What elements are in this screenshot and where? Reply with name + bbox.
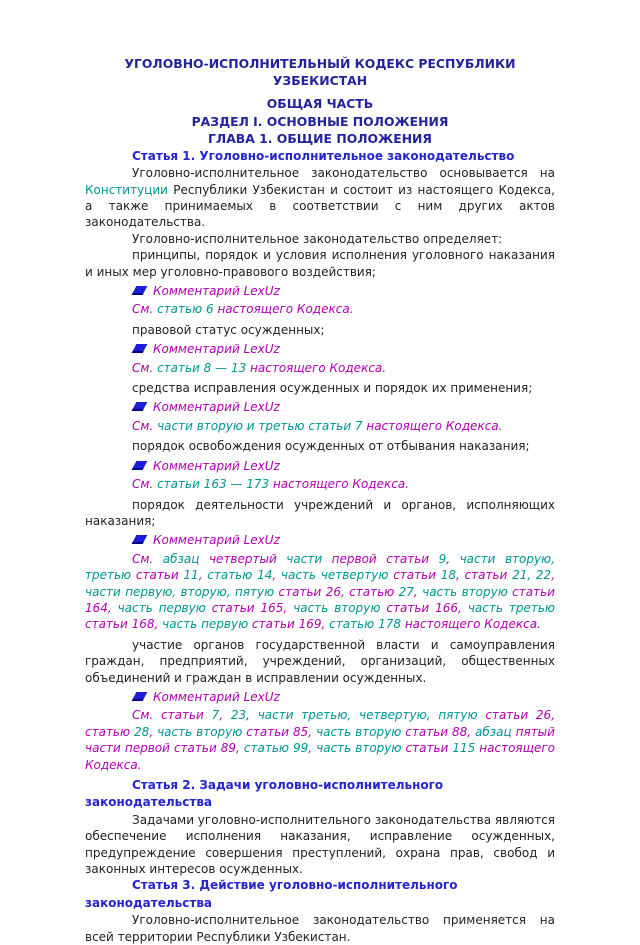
article-link[interactable]: статью 178 <box>329 617 401 632</box>
comment-text: См. <box>132 302 158 317</box>
document-body <box>85 55 555 945</box>
comment-label <box>85 341 555 357</box>
comment-label-text: Комментарий LexUz <box>153 689 280 704</box>
article-link[interactable]: 27 <box>398 584 414 599</box>
body-paragraph <box>85 497 555 530</box>
comment-text: , <box>246 708 258 723</box>
comment-label-text: Комментарий LexUz <box>153 342 280 357</box>
comment-text: статьи 85, <box>242 724 317 739</box>
body-paragraph <box>85 231 555 247</box>
article-link[interactable]: абзац <box>475 724 512 739</box>
comment-label <box>85 458 555 474</box>
article-heading: Статья 2. Задачи уголовно-исполнительного законодательства <box>85 778 444 810</box>
text-segment: Республики Узбекистан и состоит из настоящего Кодекса, а также принимаемых в соответствии с ним других актов законодательства. <box>85 182 555 230</box>
comment-label <box>85 283 555 299</box>
article-link[interactable]: 28 <box>134 724 150 739</box>
body-paragraph <box>85 247 555 280</box>
article-link[interactable]: часть четвертую <box>280 568 389 583</box>
comment-text: , <box>198 568 208 583</box>
article-heading: Статья 1. Уголовно-исполнительное законодательство <box>132 148 515 163</box>
body-paragraph <box>85 637 555 686</box>
article-link[interactable]: 9 <box>438 551 447 566</box>
article-link[interactable]: части вторую и третью статьи 7 <box>157 418 363 433</box>
article-link[interactable]: часть третью <box>467 600 556 615</box>
comment-book-icon <box>132 286 148 295</box>
comment-text: , <box>272 568 281 583</box>
comment-text: , <box>551 568 556 583</box>
text-segment: порядок освобождения осужденных от отбывания наказания; <box>132 439 530 454</box>
comment-text: статьи 165, <box>205 600 294 615</box>
article-link[interactable]: часть вторую <box>157 724 243 739</box>
comment-text: настоящего Кодекса. <box>362 418 503 433</box>
comment-text: статьи <box>131 568 184 583</box>
comment-book-icon <box>132 344 148 353</box>
comment-text: См. <box>132 551 163 566</box>
comment-text: настоящего Кодекса. <box>213 302 354 317</box>
article-link[interactable]: 21, 22 <box>512 568 552 583</box>
comment-text: См. <box>132 418 158 433</box>
article-link[interactable]: части вторую, третью <box>85 551 555 583</box>
article-link[interactable]: абзац <box>162 551 200 566</box>
comment-text: статьи 26, статью <box>85 708 556 739</box>
article-link[interactable]: часть первую <box>162 617 249 632</box>
comment-text: См. <box>132 360 158 375</box>
comment-text: , <box>308 741 317 756</box>
article-link[interactable]: Конституции <box>85 182 168 197</box>
article-link[interactable]: части третью, четвертую, пятую <box>257 708 478 723</box>
comment-book-icon <box>132 461 148 470</box>
body-paragraph <box>85 912 555 945</box>
section-heading: ГЛАВА 1. ОБЩИЕ ПОЛОЖЕНИЯ <box>208 131 432 147</box>
article-link[interactable]: 11 <box>183 568 199 583</box>
section-heading: ОБЩАЯ ЧАСТЬ <box>266 96 374 111</box>
comment-label <box>85 689 555 705</box>
comment-text: , <box>149 724 158 739</box>
article-link[interactable]: статьи 8 — 13 <box>157 360 247 375</box>
article-link[interactable]: часть вторую <box>293 600 381 615</box>
comment-text: статьи 166, <box>380 600 468 615</box>
comment-text: пятый части первой статьи 89, <box>85 724 555 756</box>
article-link[interactable]: часть вторую <box>316 724 402 739</box>
article-heading: Статья 3. Действие уголовно-исполнительного законодательства <box>85 878 458 910</box>
text-segment: правовой статус осужденных; <box>132 322 325 337</box>
comment-text: настоящего Кодекса. <box>246 360 387 375</box>
body-paragraph <box>85 322 555 338</box>
text-segment: порядок деятельности учреждений и органов, исполняющих наказания; <box>85 497 555 528</box>
comment-label-text: Комментарий LexUz <box>153 284 280 299</box>
article-link[interactable]: часть вторую <box>422 584 508 599</box>
comment-text: статьи 26, статью <box>274 584 399 599</box>
comment-label-text: Комментарий LexUz <box>153 458 280 473</box>
text-segment: Задачами уголовно-исполнительного законодательства являются обеспечение исполнения наказания, исправление осужденных, предупреждение совершения преступлений, охрана прав, свобод и законных интересов осужденных. <box>85 812 556 877</box>
article-link[interactable]: статью 6 <box>157 302 214 317</box>
comment-book-icon <box>132 402 148 411</box>
article-link[interactable]: части <box>286 551 323 566</box>
comment-reference <box>85 301 555 317</box>
article-link[interactable]: 115 <box>452 741 476 756</box>
comment-text: См. <box>132 477 158 492</box>
comment-label-text: Комментарий LexUz <box>153 400 280 415</box>
article-link[interactable]: часть первую <box>117 600 206 615</box>
body-paragraph <box>85 438 555 454</box>
comment-text: статьи 88, <box>401 724 476 739</box>
document-page <box>85 55 555 945</box>
comment-text: статьи <box>401 741 453 756</box>
text-segment: Уголовно-исполнительное законодательство основывается на <box>132 166 555 181</box>
text-segment: Уголовно-исполнительное законодательство применяется на всей территории Республики Узбекистан. <box>85 913 555 944</box>
article-link[interactable]: 18 <box>440 568 457 583</box>
comment-book-icon <box>132 692 148 701</box>
comment-text: статьи 169, <box>248 617 330 632</box>
article-link[interactable]: статью 99 <box>243 741 309 756</box>
comment-label <box>85 532 555 548</box>
article-link[interactable]: часть вторую <box>316 741 402 756</box>
comment-reference <box>85 360 555 376</box>
document-title: УГОЛОВНО-ИСПОЛНИТЕЛЬНЫЙ КОДЕКС РЕСПУБЛИКИ УЗБЕКИСТАН <box>124 56 516 88</box>
text-segment: Уголовно-исполнительное законодательство определяет: <box>132 231 503 246</box>
comment-text: , <box>413 584 423 599</box>
comment-reference <box>85 418 555 434</box>
body-paragraph <box>85 380 555 396</box>
comment-text: настоящего Кодекса. <box>85 741 555 772</box>
comment-text: настоящего Кодекса. <box>269 477 409 492</box>
text-segment: средства исправления осужденных и порядок их применения; <box>132 381 533 396</box>
comment-text: , <box>446 551 460 566</box>
comment-text: первой статьи <box>322 551 439 566</box>
article-link[interactable]: 7 <box>211 708 220 723</box>
article-link[interactable]: статью 14 <box>207 568 273 583</box>
body-paragraph <box>85 165 555 231</box>
section-heading: РАЗДЕЛ I. ОСНОВНЫЕ ПОЛОЖЕНИЯ <box>191 113 449 129</box>
article-link[interactable]: 23 <box>230 708 247 723</box>
body-paragraph <box>85 812 555 878</box>
comment-text: четвертый <box>199 551 287 566</box>
comment-text: См. статьи <box>132 708 212 723</box>
article-link[interactable]: статьи 163 — 173 <box>157 477 270 492</box>
article-link[interactable]: части первую, вторую, пятую <box>85 584 275 599</box>
comment-text: статьи <box>388 568 441 583</box>
comment-reference <box>85 551 555 633</box>
text-segment: участие органов государственной власти и самоуправления граждан, предприятий, учреждений, организаций, общественных объединений и граждан в исправлении осужденных. <box>85 637 555 685</box>
comment-text: , статьи <box>456 568 513 583</box>
comment-label-text: Комментарий LexUz <box>153 533 280 548</box>
comment-text: статьи 164, <box>85 584 555 615</box>
comment-book-icon <box>132 535 148 544</box>
comment-text: статьи 168, <box>85 617 163 632</box>
comment-text: настоящего Кодекса. <box>401 617 541 632</box>
comment-text: , <box>219 708 231 723</box>
comment-reference <box>85 476 555 492</box>
comment-reference <box>85 707 555 773</box>
text-segment: принципы, порядок и условия исполнения уголовного наказания и иных мер уголовно-правового воздействия; <box>85 248 555 279</box>
comment-label <box>85 399 555 415</box>
